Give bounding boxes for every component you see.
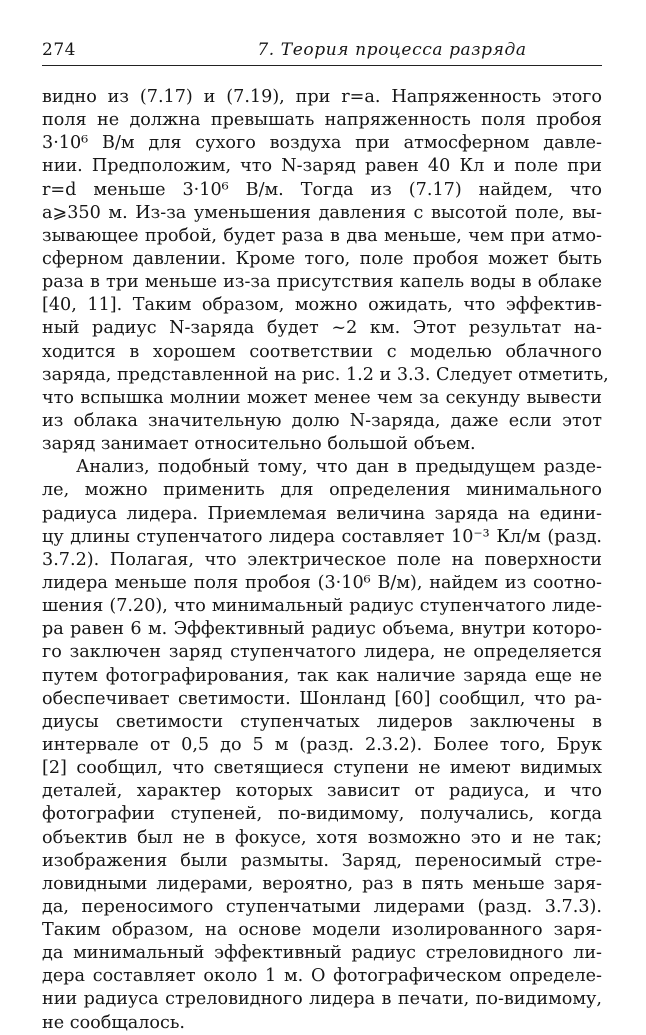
text-line: r=d меньше 3·10⁶ В/м. Тогда из (7.17) найдем, что — [42, 179, 602, 200]
text-line: Анализ, подобный тому, что дан в предыдущем разде- — [76, 457, 602, 478]
text-line: не сообщалось. — [42, 1012, 186, 1033]
text-line: 3.7.2). Полагая, что электрическое поле на поверхности — [42, 549, 602, 570]
paragraph — [42, 456, 602, 1035]
text-line: нии. Предположим, что N-заряд равен 40 Кл и поле при — [42, 156, 602, 177]
text-line: путем фотографирования, так как наличие заряда еще не — [42, 665, 602, 686]
text-line: радиуса лидера. Приемлемая величина заряда на едини- — [42, 503, 602, 524]
running-head: 7. Теория процесса разряда — [257, 40, 527, 60]
body-text — [42, 86, 609, 1035]
text-line: диусы светимости ступенчатых лидеров заключены в — [42, 711, 602, 732]
text-line: да минимальный эффективный радиус стреловидного ли- — [42, 943, 602, 964]
text-line: 3·10⁶ В/м для сухого воздуха при атмосферном давле- — [42, 133, 602, 154]
text-line: нии радиуса стреловидного лидера в печати, по-видимому, — [42, 989, 602, 1010]
text-line: го заключен заряд ступенчатого лидера, не определяется — [42, 642, 602, 663]
text-line: что вспышка молнии может менее чем за секунду вывести — [42, 387, 602, 408]
text-line: из облака значительную долю N-заряда, даже если этот — [42, 410, 602, 431]
text-line: обеспечивает светимости. Шонланд [60] сообщил, что ра- — [42, 688, 602, 709]
text-line: ловидными лидерами, вероятно, раз в пять меньше заря- — [42, 873, 602, 894]
text-line: поля не должна превышать напряженность поля пробоя — [42, 110, 602, 131]
text-line: дера составляет около 1 м. О фотографическом определе- — [42, 966, 602, 987]
page-header — [42, 40, 602, 68]
text-line: ле, можно применить для определения минимального — [42, 480, 602, 501]
text-line: да, переносимого ступенчатыми лидерами (разд. 3.7.3). — [42, 896, 602, 917]
text-line: заряд занимает относительно большой объем. — [42, 434, 476, 455]
text-line: видно из (7.17) и (7.19), при r=a. Напряженность этого — [42, 87, 602, 107]
paragraph — [42, 86, 609, 456]
text-line: [2] сообщил, что светящиеся ступени не имеют видимых — [42, 758, 602, 779]
text-line: изображения были размыты. Заряд, переносимый стре- — [42, 850, 602, 871]
text-line: a⩾350 м. Из-за уменьшения давления с высотой поле, вы- — [42, 202, 602, 223]
text-line: зывающее пробой, будет раза в два меньше, чем при атмо- — [42, 225, 602, 246]
text-line: Таким образом, на основе модели изолированного заря- — [42, 920, 602, 941]
text-line: цу длины ступенчатого лидера составляет 10⁻³ Кл/м (разд. — [42, 526, 602, 547]
text-line: объектив был не в фокусе, хотя возможно это и не так; — [42, 827, 602, 848]
text-line: [40, 11]. Таким образом, можно ожидать, что эффектив- — [42, 295, 602, 316]
text-line: ный радиус N-заряда будет ~2 км. Этот результат на- — [42, 318, 602, 339]
text-line: деталей, характер которых зависит от радиуса, и что — [42, 781, 602, 802]
text-line: заряда, представленной на рис. 1.2 и 3.3. Следует отметить, — [42, 364, 609, 385]
header-rule — [42, 65, 602, 66]
text-line: интервале от 0,5 до 5 м (разд. 2.3.2). Более того, Брук — [42, 734, 602, 755]
page-number: 274 — [42, 40, 76, 60]
text-line: сферном давлении. Кроме того, поле пробоя может быть — [42, 248, 602, 269]
text-line: ра равен 6 м. Эффективный радиус объема, внутри которо- — [42, 619, 602, 640]
text-line: фотографии ступеней, по-видимому, получались, когда — [42, 804, 602, 825]
text-line: раза в три меньше из-за присутствия капель воды в облаке — [42, 272, 602, 293]
text-line: ходится в хорошем соответствии с моделью облачного — [42, 341, 602, 362]
text-line: лидера меньше поля пробоя (3·10⁶ В/м), найдем из соотно- — [42, 572, 602, 593]
text-line: шения (7.20), что минимальный радиус ступенчатого лиде- — [42, 596, 602, 617]
